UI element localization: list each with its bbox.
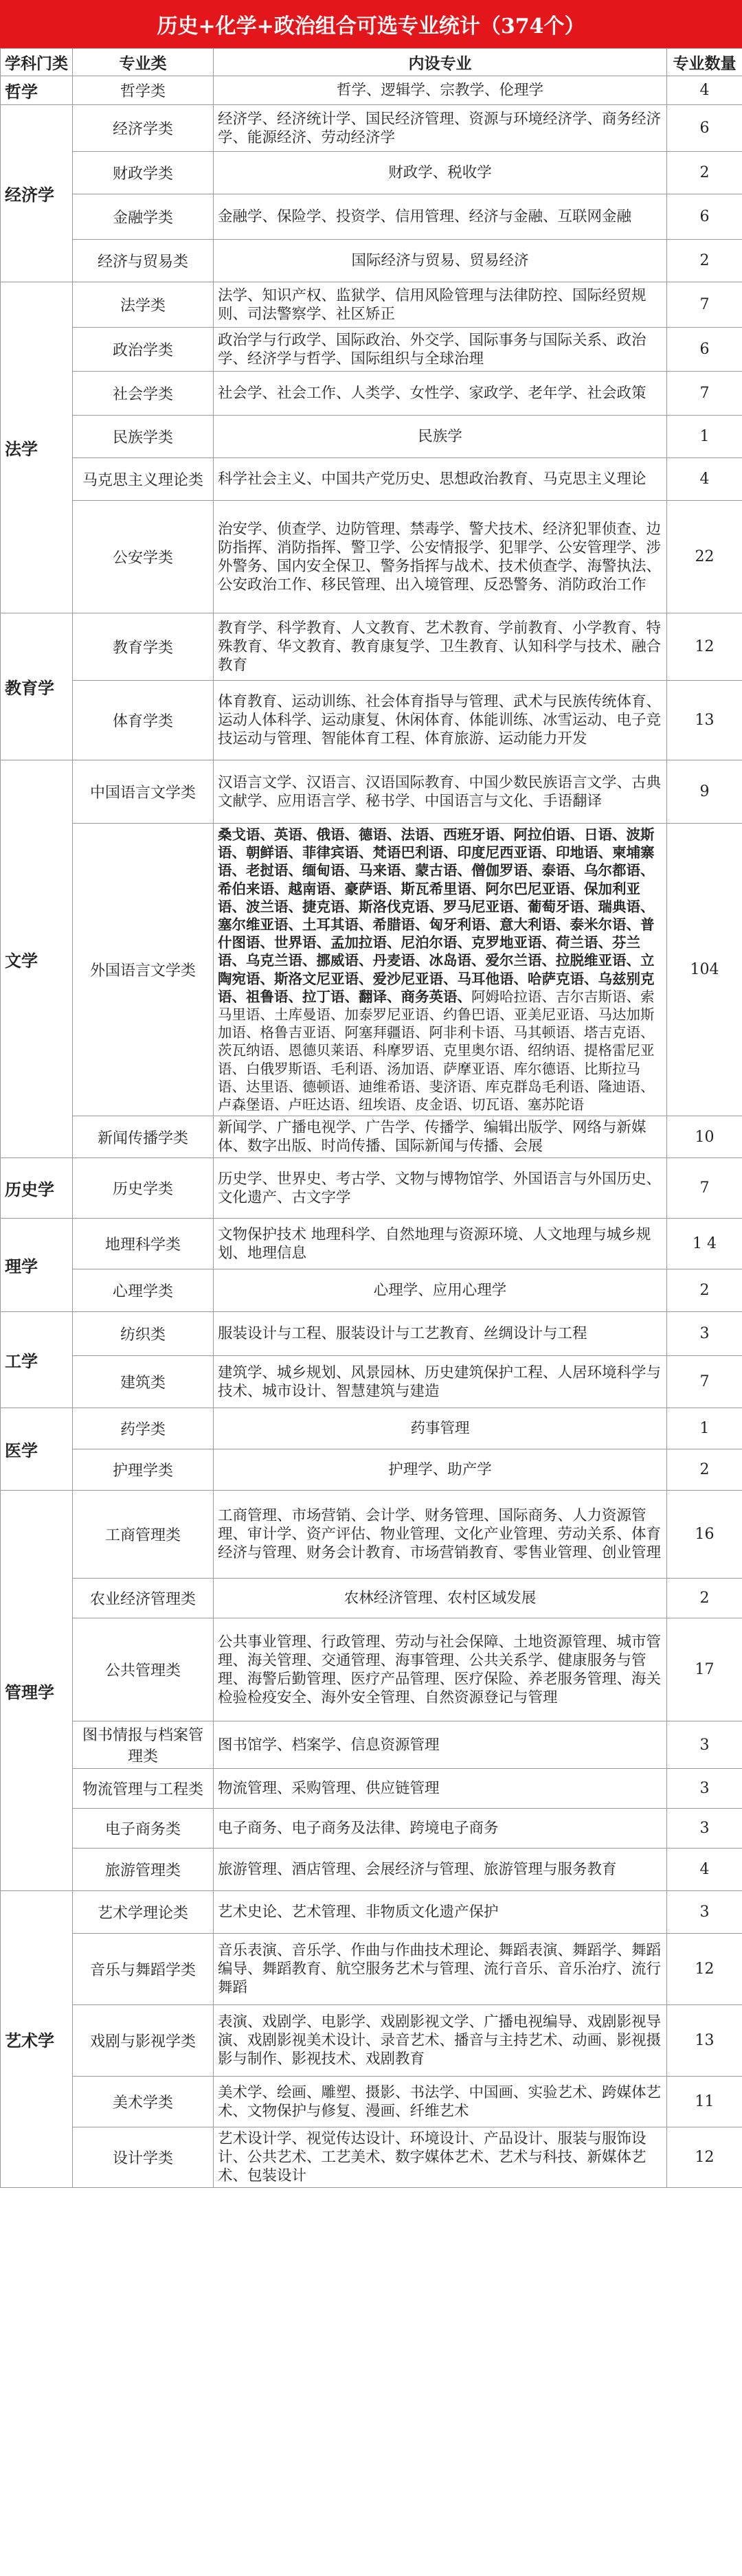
content-cell: 护理学、助产学 [214,1449,667,1491]
category-cell: 理学 [1,1219,73,1312]
count-cell: 13 [667,2005,742,2077]
header-row [1,49,742,76]
table-row [1,105,742,152]
major-class-cell: 护理学类 [73,1449,214,1491]
content-cell: 政治学与行政学、国际政治、外交学、国际事务与国际关系、政治学、经济学与哲学、国际组织与全球治理 [214,328,667,372]
content-cell: 财政学、税收学 [214,152,667,194]
category-cell: 艺术学 [1,1891,73,2188]
category-cell: 哲学 [1,76,73,105]
major-class-cell: 哲学类 [73,76,214,105]
content-cell: 经济学、经济统计学、国民经济管理、资源与环境经济学、商务经济学、能源经济、劳动经济学 [214,105,667,152]
major-class-cell: 教育学类 [73,613,214,681]
major-class-cell: 金融学类 [73,194,214,240]
table-row [1,458,742,501]
count-cell: 2 [667,1449,742,1491]
content-cell: 电子商务、电子商务及法律、跨境电子商务 [214,1809,667,1849]
major-class-cell: 公共管理类 [73,1618,214,1721]
major-class-cell: 工商管理类 [73,1491,214,1579]
count-cell: 6 [667,328,742,372]
category-cell: 管理学 [1,1491,73,1891]
count-cell: 4 [667,76,742,105]
content-cell: 民族学 [214,416,667,458]
content-cell: 农林经济管理、农村区域发展 [214,1579,667,1618]
table-row [1,760,742,824]
table-row [1,1934,742,2005]
table-row [1,1219,742,1269]
content-cell: 美术学、绘画、雕塑、摄影、书法学、中国画、实验艺术、跨媒体艺术、文物保护与修复、漫画、纤维艺术 [214,2077,667,2127]
content-cell: 建筑学、城乡规划、风景园林、历史建筑保护工程、人居环境科学与技术、城市设计、智慧建筑与建造 [214,1356,667,1408]
major-class-cell: 旅游管理类 [73,1849,214,1891]
count-cell: 7 [667,372,742,416]
count-cell: 3 [667,1769,742,1809]
header-content: 内设专业 [214,49,667,76]
count-cell: 12 [667,2127,742,2188]
table-row [1,1849,742,1891]
table-row [1,282,742,328]
count-cell: 9 [667,760,742,824]
content-cell: 心理学、应用心理学 [214,1269,667,1312]
content-cell: 社会学、社会工作、人类学、女性学、家政学、老年学、社会政策 [214,372,667,416]
content-bold-text: 桑戈语、英语、俄语、德语、法语、西班牙语、阿拉伯语、日语、波斯语、朝鲜语、菲律宾语、梵语巴利语、印度尼西亚语、印地语、柬埔寨语、老挝语、缅甸语、马来语、蒙古语、僧伽罗语、泰语、乌尔都语、希伯来语、越南语、豪萨语、斯瓦希里语、阿尔巴尼亚语、保加利亚语、波兰语、捷克语、斯洛伐克语、罗马尼亚语、葡萄牙语、瑞典语、塞尔维亚语、土耳其语、希腊语、匈牙利语、意大利语、泰米尔语、普什图语、世界语、孟加拉语、尼泊尔语、克罗地亚语、荷兰语、芬兰语、乌克兰语、挪威语、丹麦语、冰岛语、爱尔兰语、拉脱维亚语、立陶宛语、斯洛文尼亚语、爱沙尼亚语、马耳他语、哈萨克语、乌兹别克语、祖鲁语、拉丁语、翻译、商务英语、 [218,826,655,1005]
table-row [1,1891,742,1934]
content-cell: 治安学、侦查学、边防管理、禁毒学、警犬技术、经济犯罪侦查、边防指挥、消防指挥、警卫学、公安情报学、犯罪学、公安管理学、涉外警务、国内安全保卫、警务指挥与战术、技术侦查学、海警执法、公安政治工作、移民管理、出入境管理、反恐警务、消防政治工作 [214,501,667,613]
table-row [1,2005,742,2077]
table-row [1,152,742,194]
count-cell: 7 [667,1158,742,1219]
count-cell: 1 [667,416,742,458]
count-cell: 104 [667,824,742,1116]
content-cell: 新闻学、广播电视学、广告学、传播学、编辑出版学、网络与新媒体、数字出版、时尚传播、国际新闻与传播、会展 [214,1116,667,1158]
table-row [1,2127,742,2188]
count-cell: 10 [667,1116,742,1158]
content-cell: 音乐表演、音乐学、作曲与作曲技术理论、舞蹈表演、舞蹈学、舞蹈编导、舞蹈教育、航空服务艺术与管理、流行音乐、音乐治疗、流行舞蹈 [214,1934,667,2005]
major-class-cell: 地理科学类 [73,1219,214,1269]
content-cell: 法学、知识产权、监狱学、信用风险管理与法律防控、国际经贸规则、司法警察学、社区矫正 [214,282,667,328]
table-row [1,613,742,681]
major-class-cell: 农业经济管理类 [73,1579,214,1618]
table-row [1,1269,742,1312]
table-row [1,1491,742,1579]
major-class-cell: 戏剧与影视学类 [73,2005,214,2077]
count-cell: 17 [667,1618,742,1721]
table-row [1,1579,742,1618]
count-cell: 2 [667,1579,742,1618]
table-row [1,240,742,282]
count-cell: 12 [667,1934,742,2005]
content-cell: 艺术史论、艺术管理、非物质文化遗产保护 [214,1891,667,1934]
count-cell: 13 [667,681,742,760]
category-cell: 工学 [1,1312,73,1408]
content-cell: 公共事业管理、行政管理、劳动与社会保障、土地资源管理、城市管理、海关管理、交通管理、海事管理、公共关系学、健康服务与管理、海警后勤管理、医疗产品管理、医疗保险、养老服务管理、海关检验检疫安全、海外安全管理、自然资源登记与管理 [214,1618,667,1721]
category-cell: 文学 [1,760,73,1158]
table-row [1,1769,742,1809]
content-cell: 历史学、世界史、考古学、文物与博物馆学、外国语言与外国历史、文化遗产、古文字学 [214,1158,667,1219]
table-row [1,1158,742,1219]
header-count: 专业数量 [667,49,742,76]
count-cell: 2 [667,1269,742,1312]
table-row [1,1618,742,1721]
table-row [1,1809,742,1849]
count-cell: 1 4 [667,1219,742,1269]
table-row [1,194,742,240]
table-body [1,76,742,2188]
category-cell: 医学 [1,1408,73,1491]
major-class-cell: 电子商务类 [73,1809,214,1849]
category-cell: 法学 [1,282,73,613]
major-table [0,48,742,2188]
table-row [1,2077,742,2127]
content-cell: 表演、戏剧学、电影学、戏剧影视文学、广播电视编导、戏剧影视导演、戏剧影视美术设计、录音艺术、播音与主持艺术、动画、影视摄影与制作、影视技术、戏剧教育 [214,2005,667,2077]
major-class-cell: 心理学类 [73,1269,214,1312]
table-row [1,1408,742,1449]
header-category: 学科门类 [1,49,73,76]
content-cell: 旅游管理、酒店管理、会展经济与管理、旅游管理与服务教育 [214,1849,667,1891]
content-cell: 教育学、科学教育、人文教育、艺术教育、学前教育、小学教育、特殊教育、华文教育、教育康复学、卫生教育、认知科学与技术、融合教育 [214,613,667,681]
major-class-cell: 法学类 [73,282,214,328]
content-cell: 工商管理、市场营销、会计学、财务管理、国际商务、人力资源管理、审计学、资产评估、物业管理、文化产业管理、劳动关系、体育经济与管理、财务会计教育、市场营销教育、零售业管理、创业管理 [214,1491,667,1579]
major-class-cell: 政治学类 [73,328,214,372]
major-class-cell: 经济学类 [73,105,214,152]
content-cell: 图书馆学、档案学、信息资源管理 [214,1721,667,1769]
major-class-cell: 物流管理与工程类 [73,1769,214,1809]
major-class-cell: 新闻传播学类 [73,1116,214,1158]
count-cell: 4 [667,1849,742,1891]
major-class-cell: 社会学类 [73,372,214,416]
content-cell: 服装设计与工程、服装设计与工艺教育、丝绸设计与工程 [214,1312,667,1356]
table-row [1,681,742,760]
major-class-cell: 音乐与舞蹈学类 [73,1934,214,2005]
major-class-cell: 设计学类 [73,2127,214,2188]
count-cell: 22 [667,501,742,613]
count-cell: 4 [667,458,742,501]
content-text: 阿姆哈拉语、吉尔吉斯语、索马里语、土库曼语、加泰罗尼亚语、约鲁巴语、亚美尼亚语、马达加斯加语、格鲁吉亚语、阿塞拜疆语、阿非利卡语、马其顿语、塔吉克语、茨瓦纳语、恩德贝莱语、科摩罗语、克里奥尔语、绍纳语、提格雷尼亚语、白俄罗斯语、毛利语、汤加语、萨摩亚语、库尔德语、比斯拉马语、达里语、德顿语、迪维希语、斐济语、库克群岛毛利语、隆迪语、卢森堡语、卢旺达语、纽埃语、皮金语、切瓦语、塞苏陀语 [218,988,655,1114]
count-cell: 3 [667,1312,742,1356]
count-cell: 3 [667,1809,742,1849]
count-cell: 2 [667,152,742,194]
table-row [1,1312,742,1356]
major-class-cell: 民族学类 [73,416,214,458]
content-cell: 国际经济与贸易、贸易经济 [214,240,667,282]
count-cell: 3 [667,1891,742,1934]
major-class-cell: 图书情报与档案管理类 [73,1721,214,1769]
major-class-cell: 历史学类 [73,1158,214,1219]
content-cell: 金融学、保险学、投资学、信用管理、经济与金融、互联网金融 [214,194,667,240]
count-cell: 3 [667,1721,742,1769]
table-row [1,1721,742,1769]
major-class-cell: 建筑类 [73,1356,214,1408]
count-cell: 11 [667,2077,742,2127]
header-major-class: 专业类 [73,49,214,76]
content-cell: 汉语言文学、汉语言、汉语国际教育、中国少数民族语言文学、古典文献学、应用语言学、秘书学、中国语言与文化、手语翻译 [214,760,667,824]
table-row [1,372,742,416]
table-row [1,501,742,613]
major-class-cell: 美术学类 [73,2077,214,2127]
category-cell: 历史学 [1,1158,73,1219]
major-class-cell: 经济与贸易类 [73,240,214,282]
count-cell: 16 [667,1491,742,1579]
major-class-cell: 中国语言文学类 [73,760,214,824]
content-cell: 科学社会主义、中国共产党历史、思想政治教育、马克思主义理论 [214,458,667,501]
major-class-cell: 艺术学理论类 [73,1891,214,1934]
count-cell: 2 [667,240,742,282]
count-cell: 6 [667,105,742,152]
table-row [1,328,742,372]
count-cell: 12 [667,613,742,681]
table-row [1,1116,742,1158]
table-row [1,1449,742,1491]
content-cell: 艺术设计学、视觉传达设计、环境设计、产品设计、服装与服饰设计、公共艺术、工艺美术、数字媒体艺术、艺术与科技、新媒体艺术、包装设计 [214,2127,667,2188]
content-cell: 体育教育、运动训练、社会体育指导与管理、武术与民族传统体育、运动人体科学、运动康复、休闲体育、体能训练、冰雪运动、电子竞技运动与管理、智能体育工程、体育旅游、运动能力开发 [214,681,667,760]
major-class-cell: 纺织类 [73,1312,214,1356]
page-title: 历史+化学+政治组合可选专业统计（374个） [0,0,742,48]
content-cell: 文物保护技术 地理科学、自然地理与资源环境、人文地理与城乡规划、地理信息 [214,1219,667,1269]
content-cell: 药事管理 [214,1408,667,1449]
count-cell: 7 [667,1356,742,1408]
major-class-cell: 药学类 [73,1408,214,1449]
content-cell [214,824,667,1116]
table-row [1,1356,742,1408]
category-cell: 经济学 [1,105,73,282]
major-class-cell: 财政学类 [73,152,214,194]
count-cell: 1 [667,1408,742,1449]
count-cell: 6 [667,194,742,240]
major-class-cell: 外国语言文学类 [73,824,214,1116]
table-row [1,824,742,1116]
major-class-cell: 马克思主义理论类 [73,458,214,501]
major-class-cell: 体育学类 [73,681,214,760]
category-cell: 教育学 [1,613,73,760]
table-row [1,416,742,458]
content-cell: 哲学、逻辑学、宗教学、伦理学 [214,76,667,105]
major-class-cell: 公安学类 [73,501,214,613]
table-row [1,76,742,105]
content-cell: 物流管理、采购管理、供应链管理 [214,1769,667,1809]
count-cell: 7 [667,282,742,328]
